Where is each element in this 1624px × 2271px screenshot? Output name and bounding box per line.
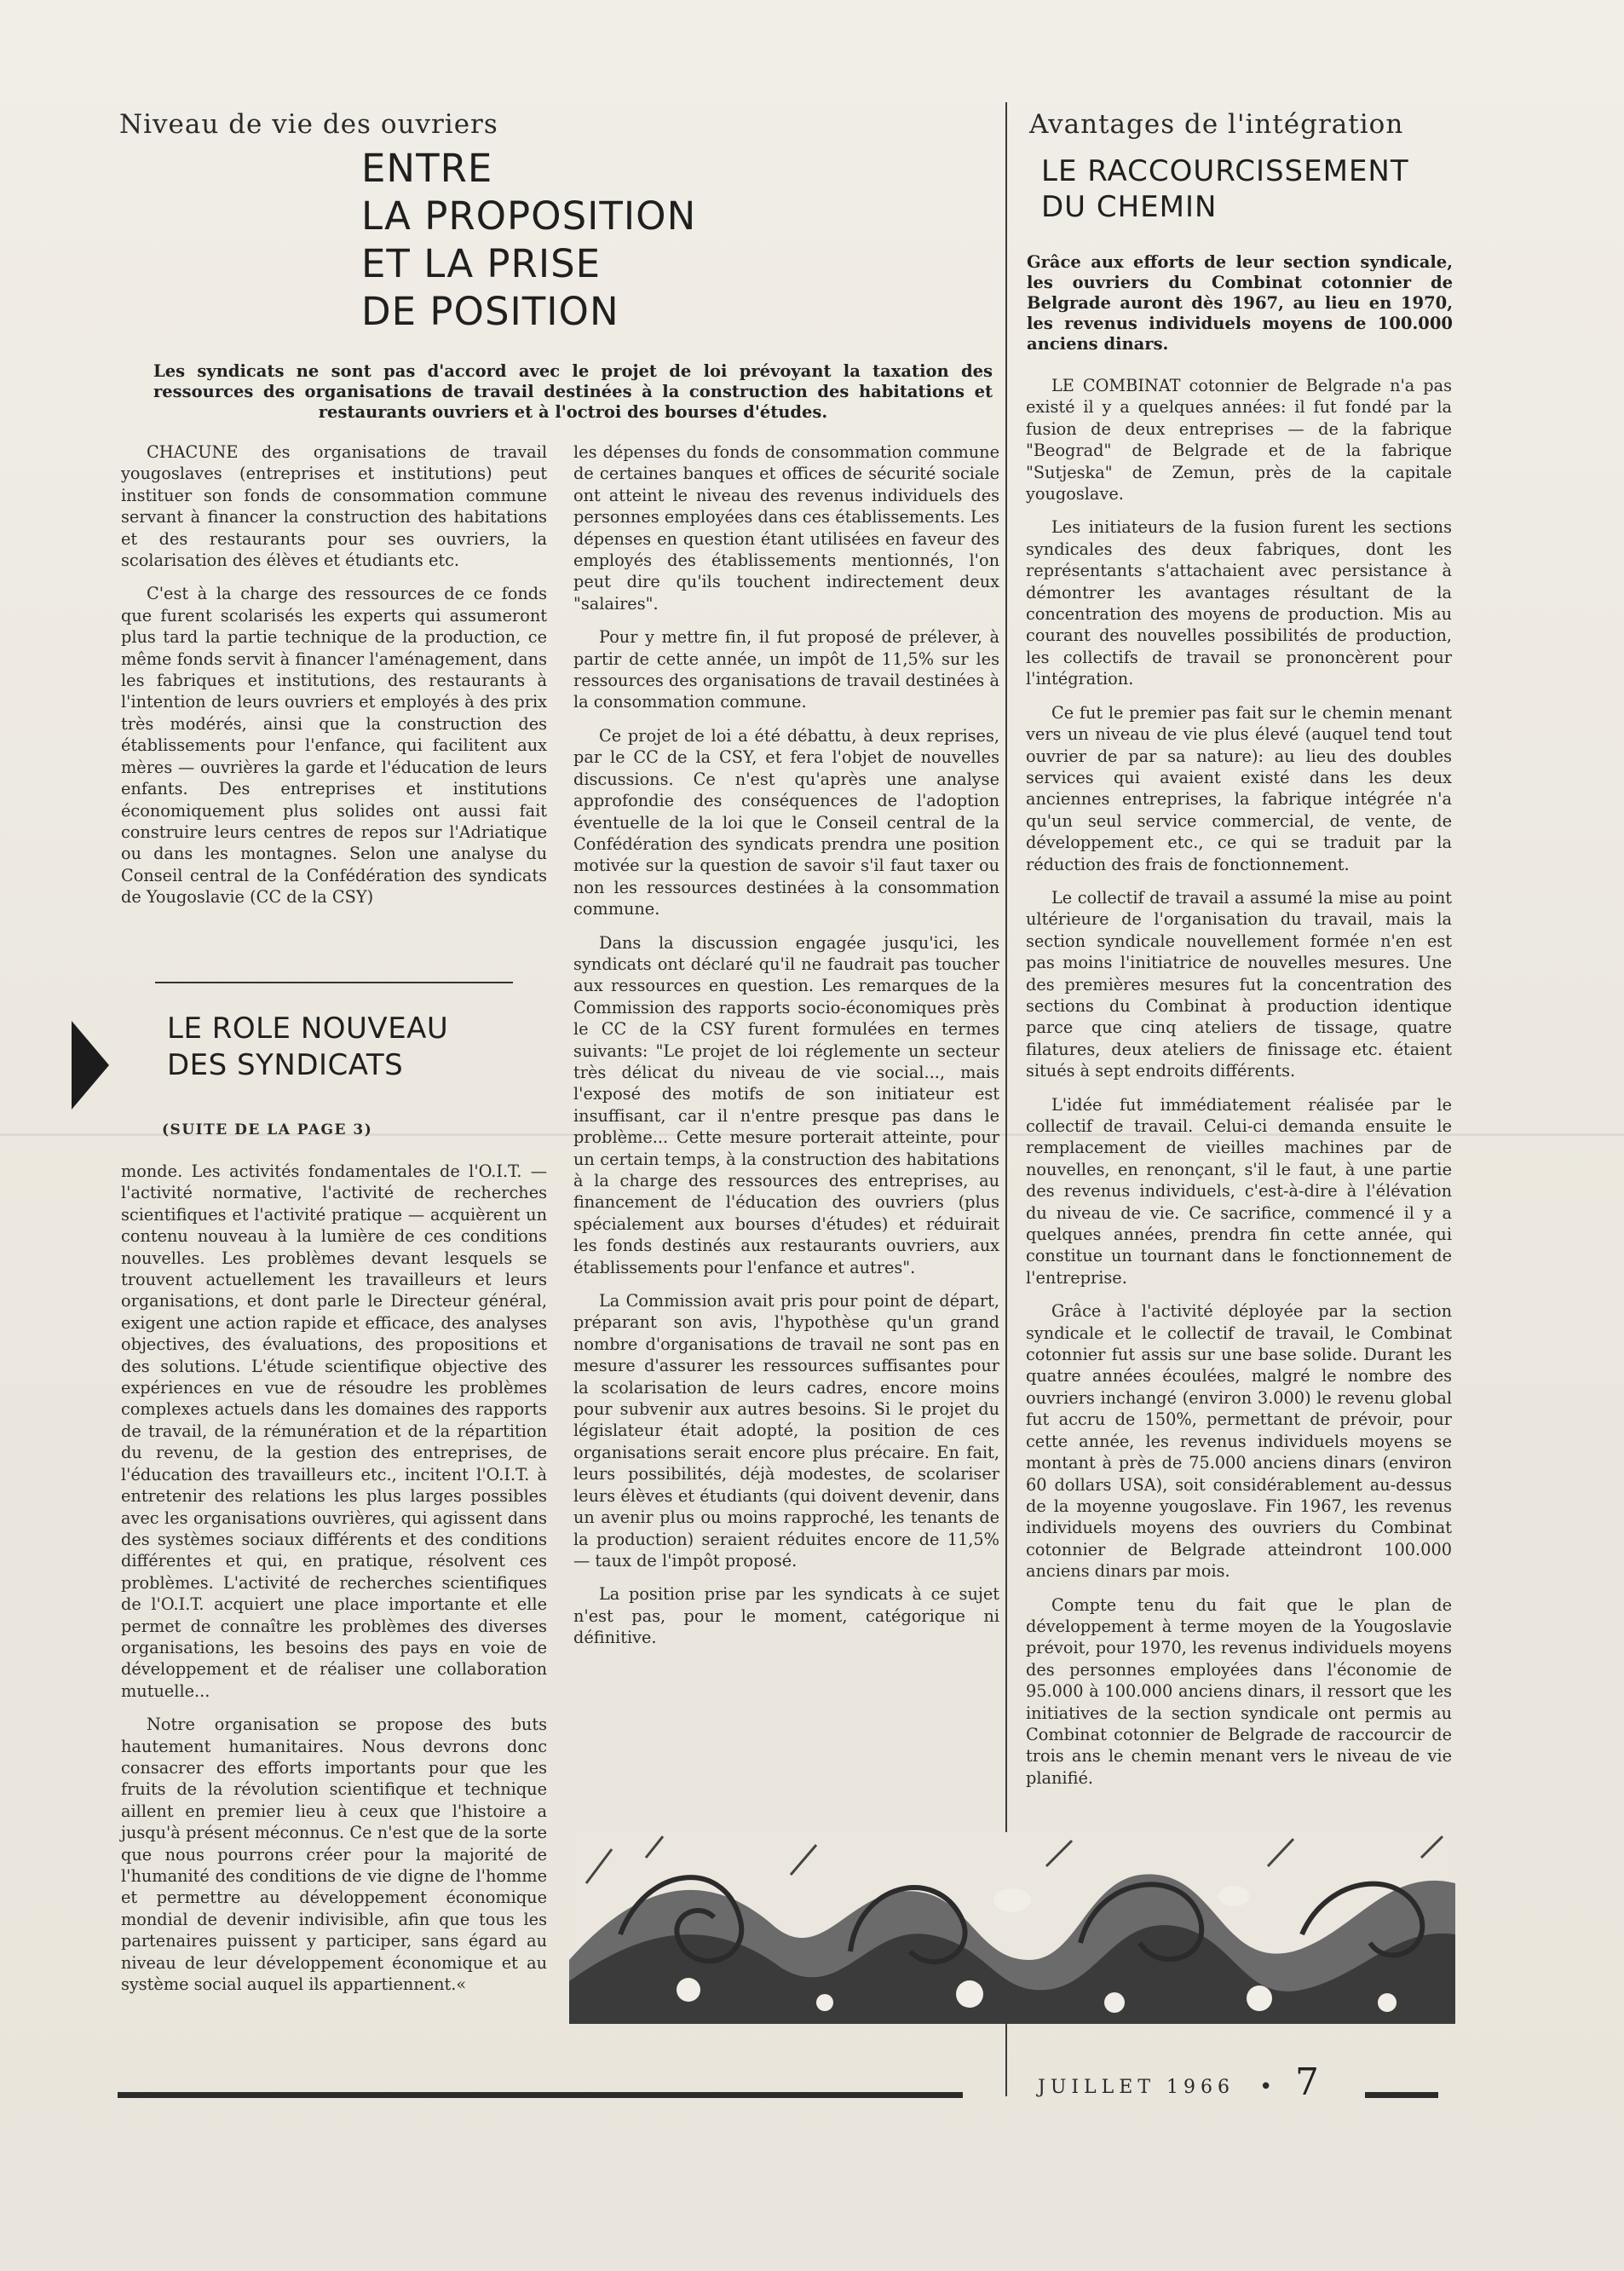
left-kicker: Niveau de vie des ouvriers (119, 109, 498, 140)
column-divider (1005, 102, 1007, 2096)
role-column (121, 1161, 547, 2007)
headline-line: DE POSITION (361, 289, 619, 334)
headline-line: ENTRE (361, 146, 493, 191)
paragraph: Notre organisation se propose des buts hautement humanitaires. Nous devrons donc consacrer des efforts importants pour que les fruits de la révolution scientifique et technique aillent en premier lieu à ceux que l'histoire a jusqu'à présent méconnus. Ce n'est que de la sorte que nous pourrons créer pour la majorité de l'humanité des conditions de vie digne de l'homme et permettre au développement économique mondial de devenir indivisible, afin que tous les partenaires puissent y participer, sans égard au niveau de leur développement économique et au système social auquel ils appartiennent.« (121, 1715, 547, 1995)
section-rule (155, 982, 513, 983)
paragraph: Ce projet de loi a été débattu, à deux reprises, par le CC de la CSY, et fera l'objet de nouvelles discussions. Ce n'est qu'après une analyse approfondie des conséquences de l'adoption éventuelle de la loi que le Conseil central de la Confédération des syndicats prendra une position motivée sur la question de savoir s'il faut taxer ou non les ressources destinées à la consommation commune. (573, 725, 999, 919)
paragraph: monde. Les activités fondamentales de l'O.I.T. — l'activité normative, l'activité de recherches scientifiques et l'activité pratique — acquièrent un contenu nouveau à la lumière de ces conditions nouvelles. Les problèmes devant lesquels se trouvent actuellement les travailleurs et leurs organisations, et dont parle le Directeur général, exigent une action rapide et efficace, des analyses objectives, des évaluations, des propositions et des solutions. L'étude scientifique objective des expériences en vue de résoudre les problèmes complexes actuels dans les domaines des rapports de travail, de la rémunération et de la répartition du revenu, de la gestion des entreprises, de l'éducation des travailleurs etc., incitent l'O.I.T. à entretenir des relations les plus larges possibles avec les organisations ouvrières, qui agissent dans des systèmes sociaux différents et des conditions différentes et qui, en pratique, résolvent ces problèmes. L'activité de recherches scientifiques de l'O.I.T. acquiert une place importante et elle permet de connaître les problèmes des diverses organisations, les besoins des pays en voie de développement et de réaliser une collaboration mutuelle... (121, 1161, 547, 1701)
paragraph: CHACUNE des organisations de travail yougoslaves (entreprises et institutions) peut instituer son fonds de consommation commune servant à financer la construction des habitations et des restaurants pour ses ouvriers, la scolarisation des élèves et étudiants etc. (121, 442, 547, 571)
main-lead: Les syndicats ne sont pas d'accord avec le projet de loi prévoyant la taxation des ressources des organisations de travail destinées à la construction des habitations et restaurants ouvriers et à l'octroi des bourses d'études. (153, 361, 993, 422)
paragraph: Compte tenu du fait que le plan de développement à terme moyen de la Yougoslavie prévoit, pour 1970, les revenus individuels moyens des personnes employées dans l'économie de 95.000 à 100.000 anciens dinars, il ressort que les initiatives de la section syndicale ont permis au Combinat cotonnier de Belgrade de raccourcir de trois ans le chemin menant vers le niveau de vie planifié. (1026, 1594, 1452, 1788)
paragraph: LE COMBINAT cotonnier de Belgrade n'a pas existé il y a quelques années: il fut fondé par la fusion de deux entreprises — de la fabrique "Beograd" de Belgrade et de la fabrique "Sutjeska" de Zemun, près de la capitale yougoslave. (1026, 376, 1452, 504)
paragraph: Dans la discussion engagée jusqu'ici, les syndicats ont déclaré qu'il ne faudrait pas toucher aux ressources en question. Les remarques de la Commission des rapports socio-économiques près le CC de la CSY furent formulées en termes suivants: "Le projet de loi réglemente un secteur très délicat du niveau de vie social..., mais l'exposé des motifs de son initiateur est insuffisant, car il n'entre presque pas dans le problème... Cette mesure porterait atteinte, pour un certain temps, à la construction des habitations à la charge des ressources des entreprises, au financement de l'éducation des ouvriers (plus spécialement aux bourses d'études) et réduirait les fonds destinés aux restaurants ouvriers, aux établissements pour l'enfance et autres". (573, 932, 999, 1277)
decorative-ornament (569, 1832, 1455, 2024)
headline-line: LE ROLE NOUVEAU (167, 1012, 449, 1046)
headline-line: LA PROPOSITION (361, 193, 697, 239)
paragraph: Grâce à l'activité déployée par la section syndicale et le collectif de travail, le Combinat cotonnier fut assis sur une base solide. Durant les quatre années écoulées, malgré le nombre des ouvriers inchangé (environ 3.000) le revenu global fut accru de 150%, permettant de prévoir, pour cette année, les revenus individuels moyens se montant à près de 75.000 anciens dinars (environ 60 dollars USA), soit considérablement au-dessus de la moyenne yougoslave. Fin 1967, les revenus individuels moyens des ouvriers du Combinat cotonnier de Belgrade atteindront 100.000 anciens dinars par mois. (1026, 1301, 1452, 1582)
headline-line: DES SYNDICATS (167, 1048, 404, 1082)
continued-note: (SUITE DE LA PAGE 3) (162, 1121, 373, 1138)
left-column-2 (573, 441, 999, 1661)
headline-line: LE RACCOURCISSEMENT (1041, 154, 1409, 188)
arrow-marker-icon (72, 1021, 109, 1110)
right-column (1026, 375, 1452, 1801)
paragraph: Les initiateurs de la fusion furent les sections syndicales des deux fabriques, dont les représentants s'attachaient avec persistance à démontrer les avantages résultant de la concentration des moyens de production. Mis au courant des nouvelles possibilités de production, les collectifs de travail se prononcèrent pour l'intégration. (1026, 517, 1452, 689)
role-headline (167, 1011, 448, 1084)
paragraph: La position prise par les syndicats à ce sujet n'est pas, pour le moment, catégorique ni définitive. (573, 1584, 999, 1648)
paragraph: les dépenses du fonds de consommation commune de certaines banques et offices de sécurité sociale ont atteint le niveau des revenus individuels des personnes employées dans ces établissements. Les dépenses en question étant utilisées en faveur des employés des établissements mentionnés, l'on peut dire qu'ils touchent indirectement deux "salaires". (573, 442, 999, 614)
headline-line: ET LA PRISE (361, 241, 602, 286)
headline-line: DU CHEMIN (1041, 190, 1218, 224)
paragraph: Pour y mettre fin, il fut proposé de prélever, à partir de cette année, un impôt de 11,5% sur les ressources des organisations de travail destinées à la consommation commune. (573, 627, 999, 712)
footer-rule-right (1365, 2092, 1438, 2098)
footer-rule (118, 2092, 963, 2098)
right-kicker: Avantages de l'intégration (1029, 109, 1404, 140)
paragraph: C'est à la charge des ressources de ce fonds que furent scolarisés les experts qui assumeront plus tard la partie technique de la production, ce même fonds servit à financer l'aménagement, dans les fabriques et institutions, des restaurants à l'intention de leurs ouvriers et employés à des prix très modérés, ainsi que la construction des établissements pour l'enfance, qui facilitent aux mères — ouvrières la garde et l'éducation de leurs enfants. Des entreprises et institutions économiquement plus solides ont aussi fait construire leurs centres de repos sur l'Adriatique ou dans les montagnes. Selon une analyse du Conseil central de la Confédération des syndicats de Yougoslavie (CC de la CSY) (121, 584, 547, 908)
paragraph: L'idée fut immédiatement réalisée par le collectif de travail. Celui-ci demanda ensuite le remplacement de vieilles machines par de nouvelles, en renonçant, s'il le faut, à une partie des revenus individuels, c'est-à-dire à l'élévation du niveau de vie. Ce sacrifice, commencé il y a quelques années, prendra fin cette année, qui constitue un tournant dans le fonctionnement de l'entreprise. (1026, 1094, 1452, 1288)
paragraph: Le collectif de travail a assumé la mise au point ultérieure de l'organisation du travail, mais la section syndicale nouvellement formée n'en est pas moins l'initiatrice de nouvelles mesures. Une des premières mesures fut la concentration des sections du Combinat à production identique parce que cinq ateliers de tissage, quatre filatures, deux ateliers de finissage etc. étaient situés à sept endroits différents. (1026, 887, 1452, 1081)
right-lead: Grâce aux efforts de leur section syndicale, les ouvriers du Combinat cotonnier de Belgrade auront dès 1967, au lieu en 1970, les revenus individuels moyens de 100.000 anciens dinars. (1027, 252, 1453, 354)
paragraph: Ce fut le premier pas fait sur le chemin menant vers un niveau de vie plus élevé (auquel tend tout ouvrier de par sa nature): au lieu des doubles services qui avaient existé dans les deux anciennes entreprises, la fabrique intégrée n'a qu'un seul service commercial, de vente, de développement etc., ce qui se traduit par la réduction des frais de fonctionnement. (1026, 702, 1452, 874)
left-column-1 (121, 441, 547, 920)
issue-date: JUILLET 1966 (1038, 2077, 1235, 2098)
footer-separator: • (1259, 2074, 1273, 2100)
paragraph: La Commission avait pris pour point de départ, préparant son avis, l'hypothèse qu'un grand nombre d'organisations de travail ne sont pas en mesure d'assurer les ressources suffisantes pour la scolarisation de leurs cadres, encore moins pour subvenir aux autres besoins. Si le projet du législateur était adopté, la position de ces organisations serait encore plus précaire. En fait, leurs possibilités, déjà modestes, de scolariser leurs élèves et étudiants (qui doivent devenir, dans un avenir plus ou moins rapproché, les tenants de la production) seraient réduites encore de 11,5% — taux de l'impôt proposé. (573, 1291, 999, 1571)
page-number: 7 (1295, 2061, 1319, 2104)
right-headline (1041, 153, 1409, 225)
main-headline (361, 145, 696, 336)
